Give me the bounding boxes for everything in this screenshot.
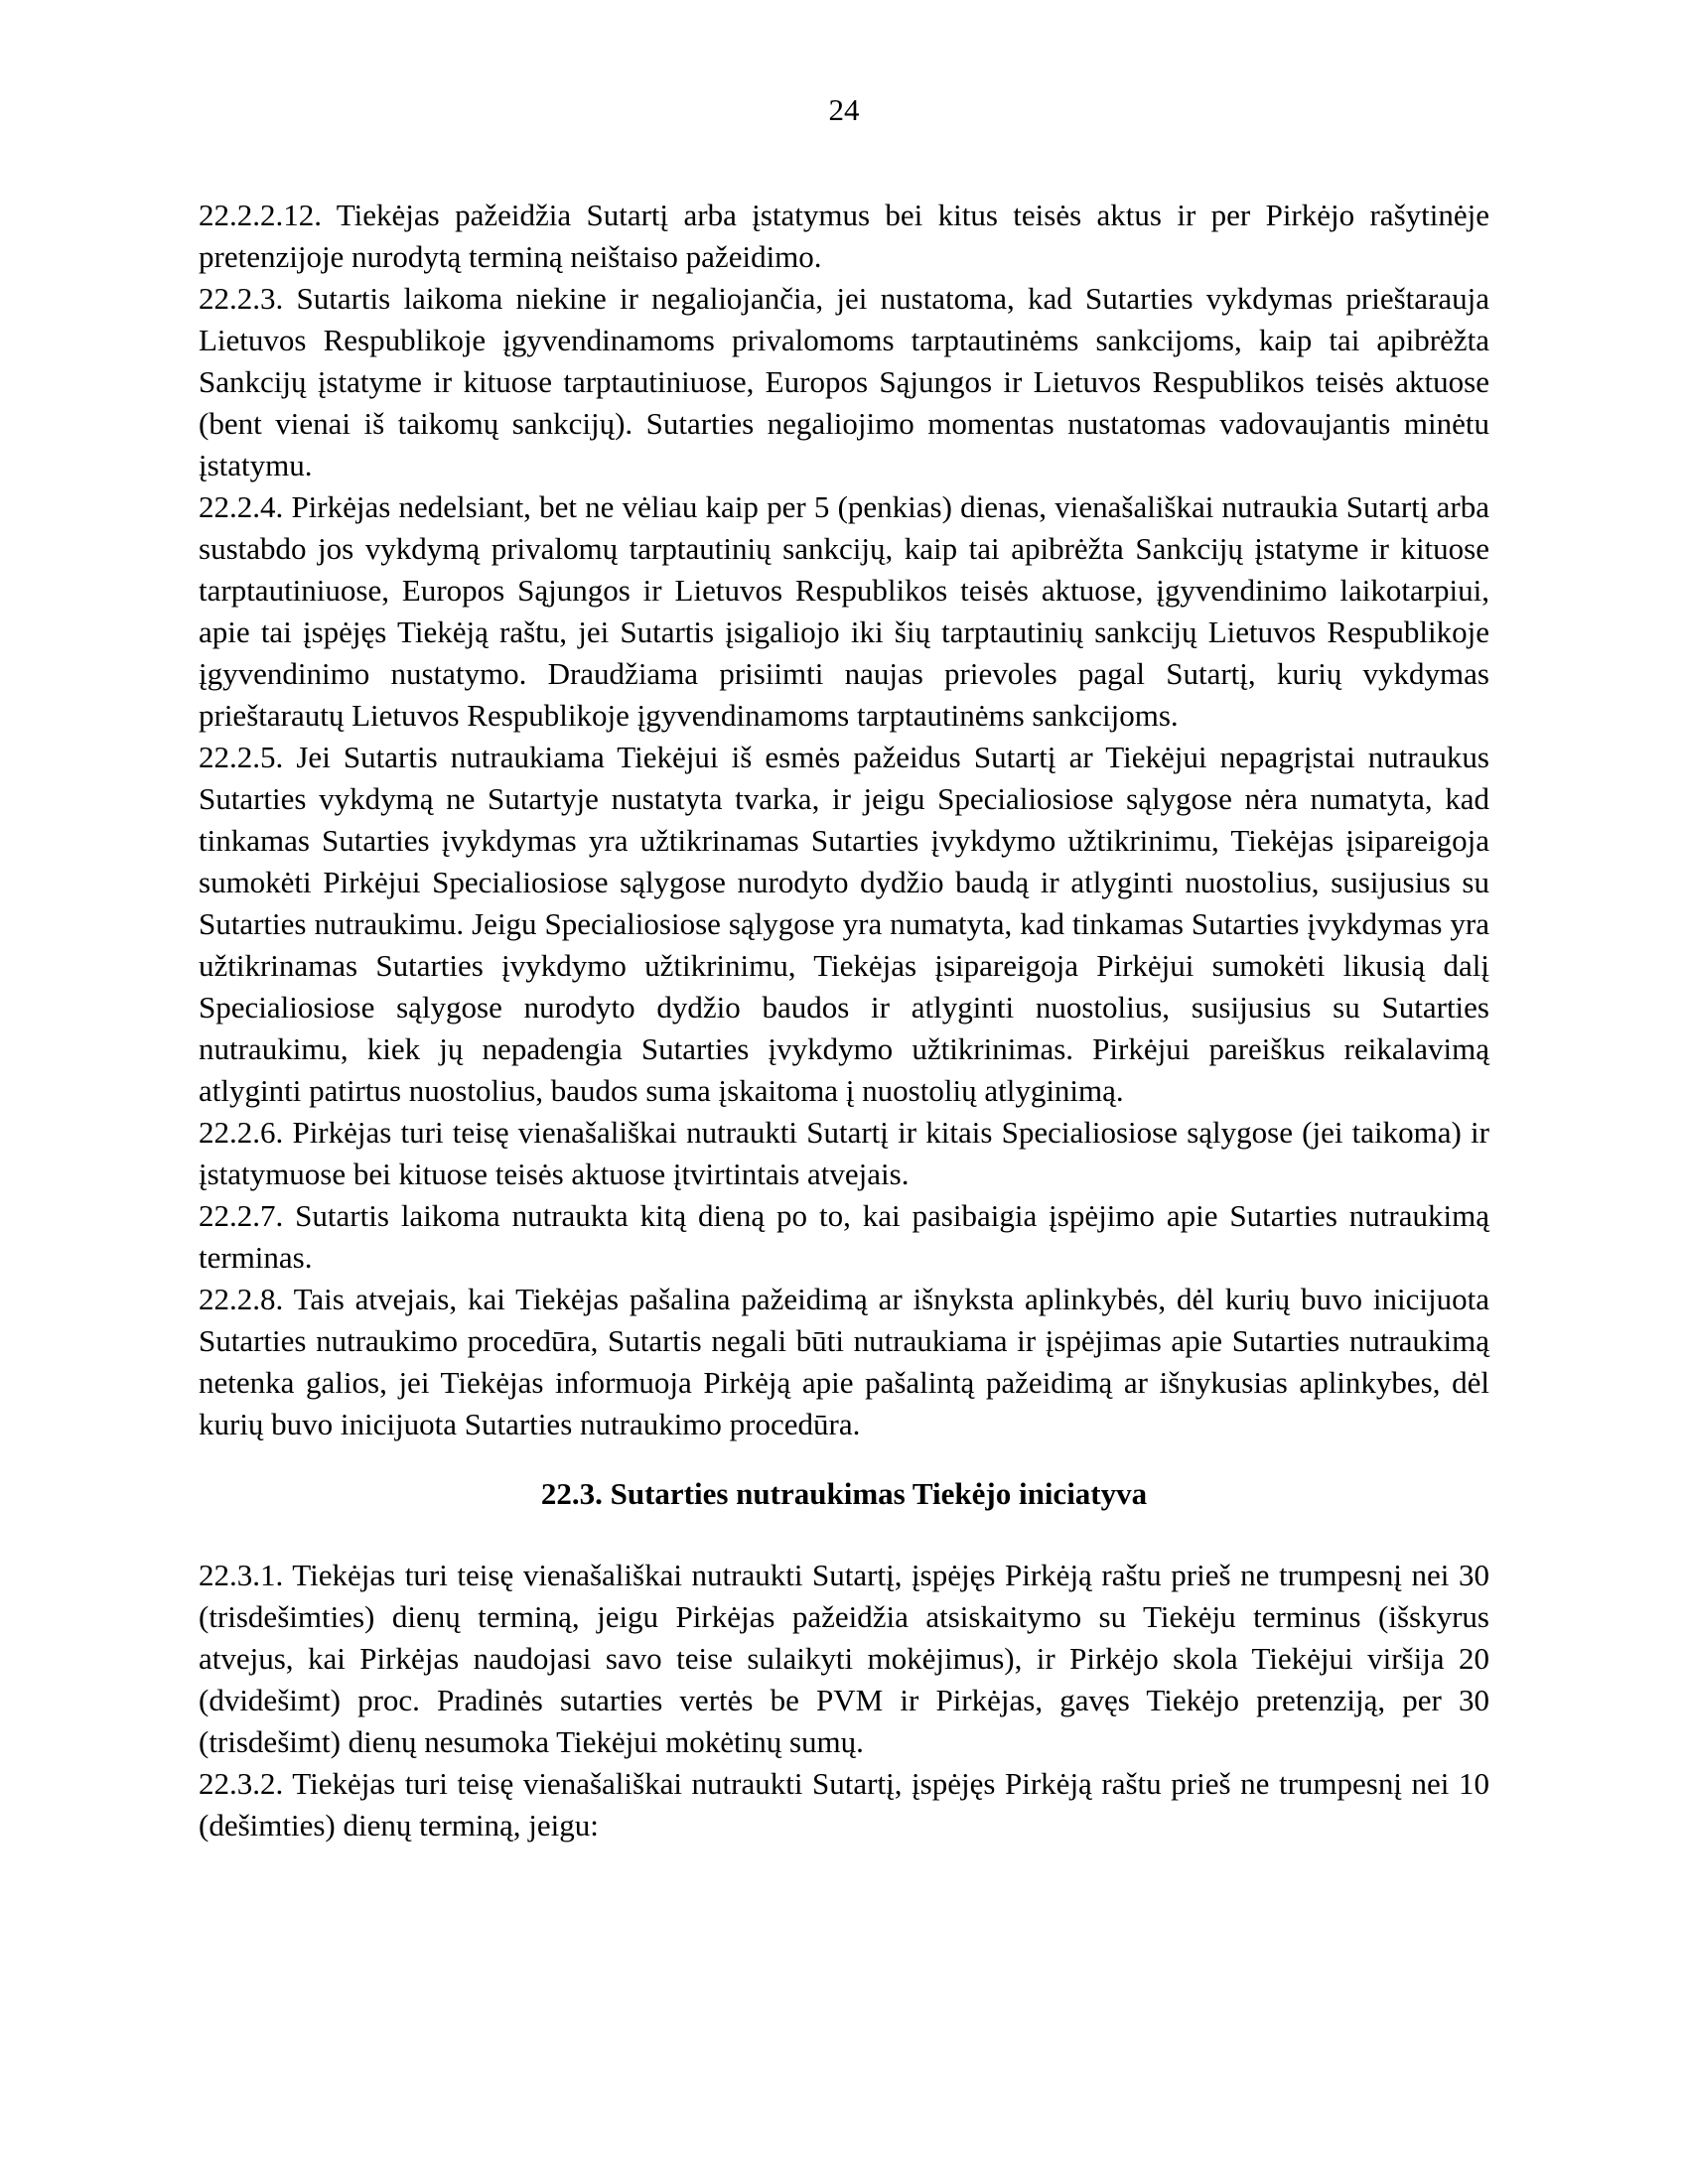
clause-22-2-2-12: 22.2.2.12. Tiekėjas pažeidžia Sutartį arba įstatymus bei kitus teisės aktus ir per Pirkėjo rašytinėje pretenzijoje nurodytą terminą neištaiso pažeidimo. — [199, 198, 1489, 274]
clause-22-3-1: 22.3.1. Tiekėjas turi teisę vienašališkai nutraukti Sutartį, įspėjęs Pirkėją raštu prieš ne trumpesnį nei 30 (trisdešimties) dienų terminą, jeigu Pirkėjas pažeidžia atsiskaitymo su Tiekėju terminus (išskyrus atvejus, kai Pirkėjas naudojasi savo teise sulaikyti mokėjimus), ir Pirkėjo skola Tiekėjui viršija 20 (dvidešimt) proc. Pradinės sutarties vertės be PVM ir Pirkėjas, gavęs Tiekėjo pretenziją, per 30 (trisdešimt) dienų nesumoka Tiekėjui mokėtinų sumų. — [199, 1558, 1489, 1759]
clause-22-2-3: 22.2.3. Sutartis laikoma niekine ir negaliojančia, jei nustatoma, kad Sutarties vykdymas prieštarauja Lietuvos Respublikoje įgyvendinamoms privalomoms tarptautinėms sankcijoms, kaip tai apibrėžta Sankcijų įstatyme ir kituose tarptautiniuose, Europos Sąjungos ir Lietuvos Respublikos teisės aktuose (bent vienai iš taikomų sankcijų). Sutarties negaliojimo momentas nustatomas vadovaujantis minėtu įstatymu. — [199, 281, 1489, 482]
clause-22-2-4: 22.2.4. Pirkėjas nedelsiant, bet ne vėliau kaip per 5 (penkias) dienas, vienašališkai nutraukia Sutartį arba sustabdo jos vykdymą privalomų tarptautinių sankcijų, kaip tai apibrėžta Sankcijų įstatyme ir kituose tarptautiniuose, Europos Sąjungos ir Lietuvos Respublikos teisės aktuose, įgyvendinimo laikotarpiui, apie tai įspėjęs Tiekėją raštu, jei Sutartis įsigaliojo iki šių tarptautinių sankcijų Lietuvos Respublikoje įgyvendinimo nustatymo. Draudžiama prisiimti naujas prievoles pagal Sutartį, kurių vykdymas prieštarautų Lietuvos Respublikoje įgyvendinamoms tarptautinėms sankcijoms. — [199, 489, 1489, 733]
clause-22-2-6: 22.2.6. Pirkėjas turi teisę vienašališkai nutraukti Sutartį ir kitais Specialiosiose sąlygose (jei taikoma) ir įstatymuose bei kituose teisės aktuose įtvirtintais atvejais. — [199, 1115, 1489, 1191]
clause-22-2-5: 22.2.5. Jei Sutartis nutraukiama Tiekėjui iš esmės pažeidus Sutartį ar Tiekėjui nepagrįstai nutraukus Sutarties vykdymą ne Sutartyje nustatyta tvarka, ir jeigu Specialiosiose sąlygose nėra numatyta, kad tinkamas Sutarties įvykdymas yra užtikrinamas Sutarties įvykdymo užtikrinimu, Tiekėjas įsipareigoja sumokėti Pirkėjui Specialiosiose sąlygose nurodyto dydžio baudą ir atlyginti nuostolius, susijusius su Sutarties nutraukimu. Jeigu Specialiosiose sąlygose yra numatyta, kad tinkamas Sutarties įvykdymas yra užtikrinamas Sutarties įvykdymo užtikrinimu, Tiekėjas įsipareigoja Pirkėjui sumokėti likusią dalį Specialiosiose sąlygose nurodyto dydžio baudos ir atlyginti nuostolius, susijusius su Sutarties nutraukimu, kiek jų nepadengia Sutarties įvykdymo užtikrinimas. Pirkėjui pareiškus reikalavimą atlyginti patirtus nuostolius, baudos suma įskaitoma į nuostolių atlyginimą. — [199, 740, 1489, 1108]
clause-22-2-8: 22.2.8. Tais atvejais, kai Tiekėjas pašalina pažeidimą ar išnyksta aplinkybės, dėl kurių buvo inicijuota Sutarties nutraukimo procedūra, Sutartis negali būti nutraukiama ir įspėjimas apie Sutarties nutraukimą netenka galios, jei Tiekėjas informuoja Pirkėją apie pašalintą pažeidimą ar išnykusias aplinkybes, dėl kurių buvo inicijuota Sutarties nutraukimo procedūra. — [199, 1282, 1489, 1441]
document-body — [199, 195, 1489, 1846]
clause-22-3-2: 22.3.2. Tiekėjas turi teisę vienašališkai nutraukti Sutartį, įspėjęs Pirkėją raštu prieš ne trumpesnį nei 10 (dešimties) dienų terminą, jeigu: — [199, 1766, 1489, 1843]
clause-22-2-7: 22.2.7. Sutartis laikoma nutraukta kitą dieną po to, kai pasibaigia įspėjimo apie Sutarties nutraukimą terminas. — [199, 1198, 1489, 1275]
section-heading-22-3: 22.3. Sutarties nutraukimas Tiekėjo iniciatyva — [540, 1476, 1148, 1511]
page-number: 24 — [828, 92, 860, 127]
